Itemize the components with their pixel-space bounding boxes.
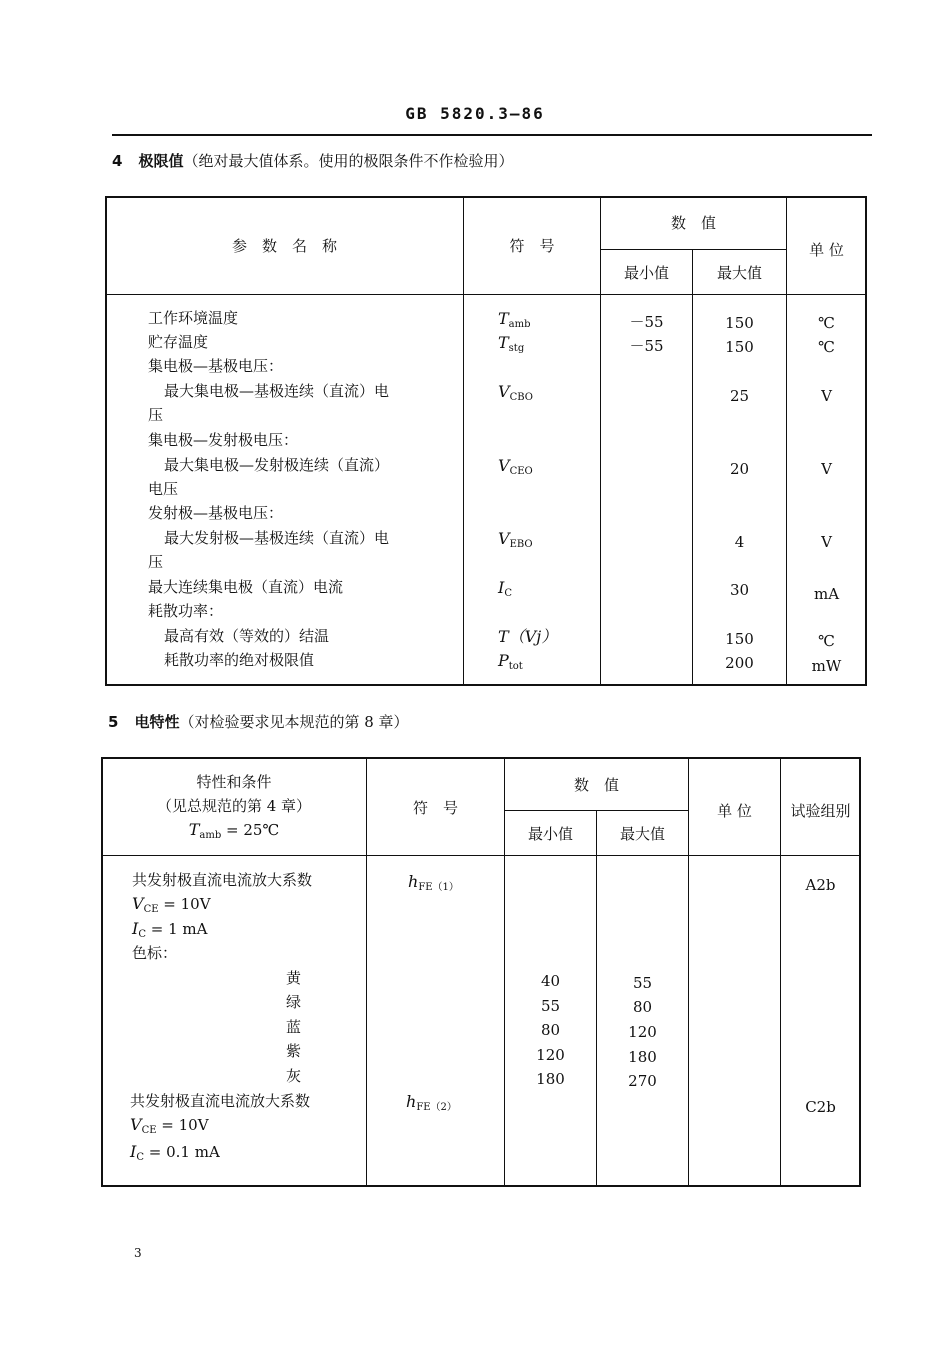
color-min: 40 xyxy=(540,972,561,990)
row-max: 25 xyxy=(729,387,750,405)
section-5-subtitle: （对检验要求见本规范的第 8 章） xyxy=(179,713,409,731)
row-max: 150 xyxy=(725,630,754,648)
characteristic-label: 共发射极直流电流放大系数 xyxy=(132,871,313,889)
condition-vce: $V_{CE} = 10V$ xyxy=(132,894,211,915)
col-param-header: 参 数 名 称 xyxy=(231,237,337,255)
col-char-header-note: （见总规范的第 4 章） xyxy=(156,797,312,815)
row-unit: V xyxy=(821,460,832,478)
test-group: A2b xyxy=(805,876,836,894)
color-max: 120 xyxy=(628,1023,657,1041)
row-unit: mA xyxy=(813,585,840,603)
page-number: 3 xyxy=(134,1246,142,1260)
electrical-table-header-rule xyxy=(102,855,860,856)
row-min: －55 xyxy=(629,337,664,355)
row-label: 耗散功率的绝对极限值 xyxy=(164,651,315,669)
col-max-header: 最大值 xyxy=(619,825,665,843)
limits-table-divider xyxy=(463,197,464,685)
color-max: 80 xyxy=(632,998,653,1016)
electrical-table-divider xyxy=(505,810,688,811)
color-min: 55 xyxy=(540,997,561,1015)
characteristic-symbol: $h_{FE(1)}$ xyxy=(408,872,459,893)
section-4-number: 4 xyxy=(112,152,123,170)
row-symbol: $P_{tot}$ xyxy=(498,651,523,672)
row-max: 30 xyxy=(729,581,750,599)
row-unit: ℃ xyxy=(818,632,835,650)
row-label: 最大连续集电极（直流）电流 xyxy=(148,578,344,596)
test-group: C2b xyxy=(805,1098,836,1116)
row-max: 200 xyxy=(725,654,754,672)
color-min: 120 xyxy=(536,1046,565,1064)
row-unit: V xyxy=(821,387,832,405)
characteristic-symbol: $h_{FE(2)}$ xyxy=(406,1092,457,1113)
row-label: 最大发射极—基极连续（直流）电 xyxy=(164,529,390,547)
document-code: GB 5820.3—86 xyxy=(405,104,545,123)
color-name: 黄 xyxy=(286,969,302,987)
col-value-header: 数 值 xyxy=(670,214,716,232)
row-label: 最大集电极—基极连续（直流）电 xyxy=(164,382,390,400)
row-max: 4 xyxy=(734,533,745,551)
row-unit: ℃ xyxy=(818,314,835,332)
header-rule xyxy=(112,134,872,136)
limits-table-header-rule xyxy=(106,294,866,295)
characteristic-label: 共发射极直流电流放大系数 xyxy=(130,1092,311,1110)
col-unit-header: 单 位 xyxy=(717,802,752,820)
row-unit: ℃ xyxy=(818,338,835,356)
section-5-heading xyxy=(108,711,409,732)
col-group-header: 试验组别 xyxy=(790,802,851,820)
row-min: －55 xyxy=(629,313,664,331)
row-label-cont: 压 xyxy=(148,406,164,424)
row-symbol: $I_C$ xyxy=(498,578,512,599)
row-max: 150 xyxy=(725,314,754,332)
section-4-heading xyxy=(112,150,513,171)
col-symbol-header: 符 号 xyxy=(412,799,458,817)
row-unit: mW xyxy=(811,657,842,675)
row-symbol: $T_{stg}$ xyxy=(498,333,525,354)
condition-ic: $I_C = 1$ mA xyxy=(132,919,208,940)
color-name: 灰 xyxy=(286,1067,302,1085)
col-min-header: 最小值 xyxy=(623,264,669,282)
row-symbol: T（Vj） xyxy=(498,627,558,646)
col-min-header: 最小值 xyxy=(527,825,573,843)
row-symbol: $T_{amb}$ xyxy=(498,309,531,330)
row-symbol: $V_{EBO}$ xyxy=(498,529,533,550)
row-label-cont: 电压 xyxy=(148,480,179,498)
electrical-table-divider xyxy=(366,758,367,1186)
color-max: 180 xyxy=(628,1048,657,1066)
col-char-header: 特性和条件 xyxy=(196,773,272,791)
color-max: 55 xyxy=(632,974,653,992)
row-symbol: $V_{CEO}$ xyxy=(498,456,533,477)
group-label: 集电极—基极电压： xyxy=(148,357,284,375)
electrical-table-divider xyxy=(780,758,781,1186)
section-5-title: 电特性 xyxy=(134,713,180,731)
color-name: 紫 xyxy=(286,1042,302,1060)
condition-vce: $V_{CE} = 10V$ xyxy=(130,1115,209,1136)
condition-ic: $I_C = 0.1$ mA xyxy=(130,1142,220,1163)
row-label-cont: 压 xyxy=(148,553,164,571)
section-4-title: 极限值 xyxy=(138,152,184,170)
row-label: 最高有效（等效的）结温 xyxy=(164,627,330,645)
col-unit-header: 单 位 xyxy=(809,241,844,259)
row-max: 150 xyxy=(725,338,754,356)
col-symbol-header: 符 号 xyxy=(509,237,555,255)
color-max: 270 xyxy=(628,1072,657,1090)
row-label: 贮存温度 xyxy=(148,333,209,351)
row-max: 20 xyxy=(729,460,750,478)
section-4-subtitle: （绝对最大值体系。使用的极限条件不作检验用） xyxy=(183,152,514,170)
row-symbol: $V_{CBO}$ xyxy=(498,382,533,403)
color-name: 绿 xyxy=(286,993,302,1011)
row-label: 最大集电极—发射极连续（直流） xyxy=(164,456,390,474)
color-code-label: 色标： xyxy=(132,944,178,962)
col-max-header: 最大值 xyxy=(716,264,762,282)
col-value-header: 数 值 xyxy=(573,776,619,794)
group-label: 发射极—基极电压： xyxy=(148,504,284,522)
group-label: 集电极—发射极电压： xyxy=(148,431,299,449)
col-char-header-condition: $T_{amb}$ = 25℃ xyxy=(188,820,280,841)
section-5-number: 5 xyxy=(108,713,119,731)
limits-table-divider xyxy=(786,197,787,685)
group-label: 耗散功率： xyxy=(148,602,224,620)
row-unit: V xyxy=(821,533,832,551)
color-min: 80 xyxy=(540,1021,561,1039)
limits-table-divider xyxy=(601,249,786,250)
row-label: 工作环境温度 xyxy=(148,309,239,327)
color-min: 180 xyxy=(536,1070,565,1088)
color-name: 蓝 xyxy=(286,1018,302,1036)
electrical-table-divider xyxy=(688,758,689,1186)
